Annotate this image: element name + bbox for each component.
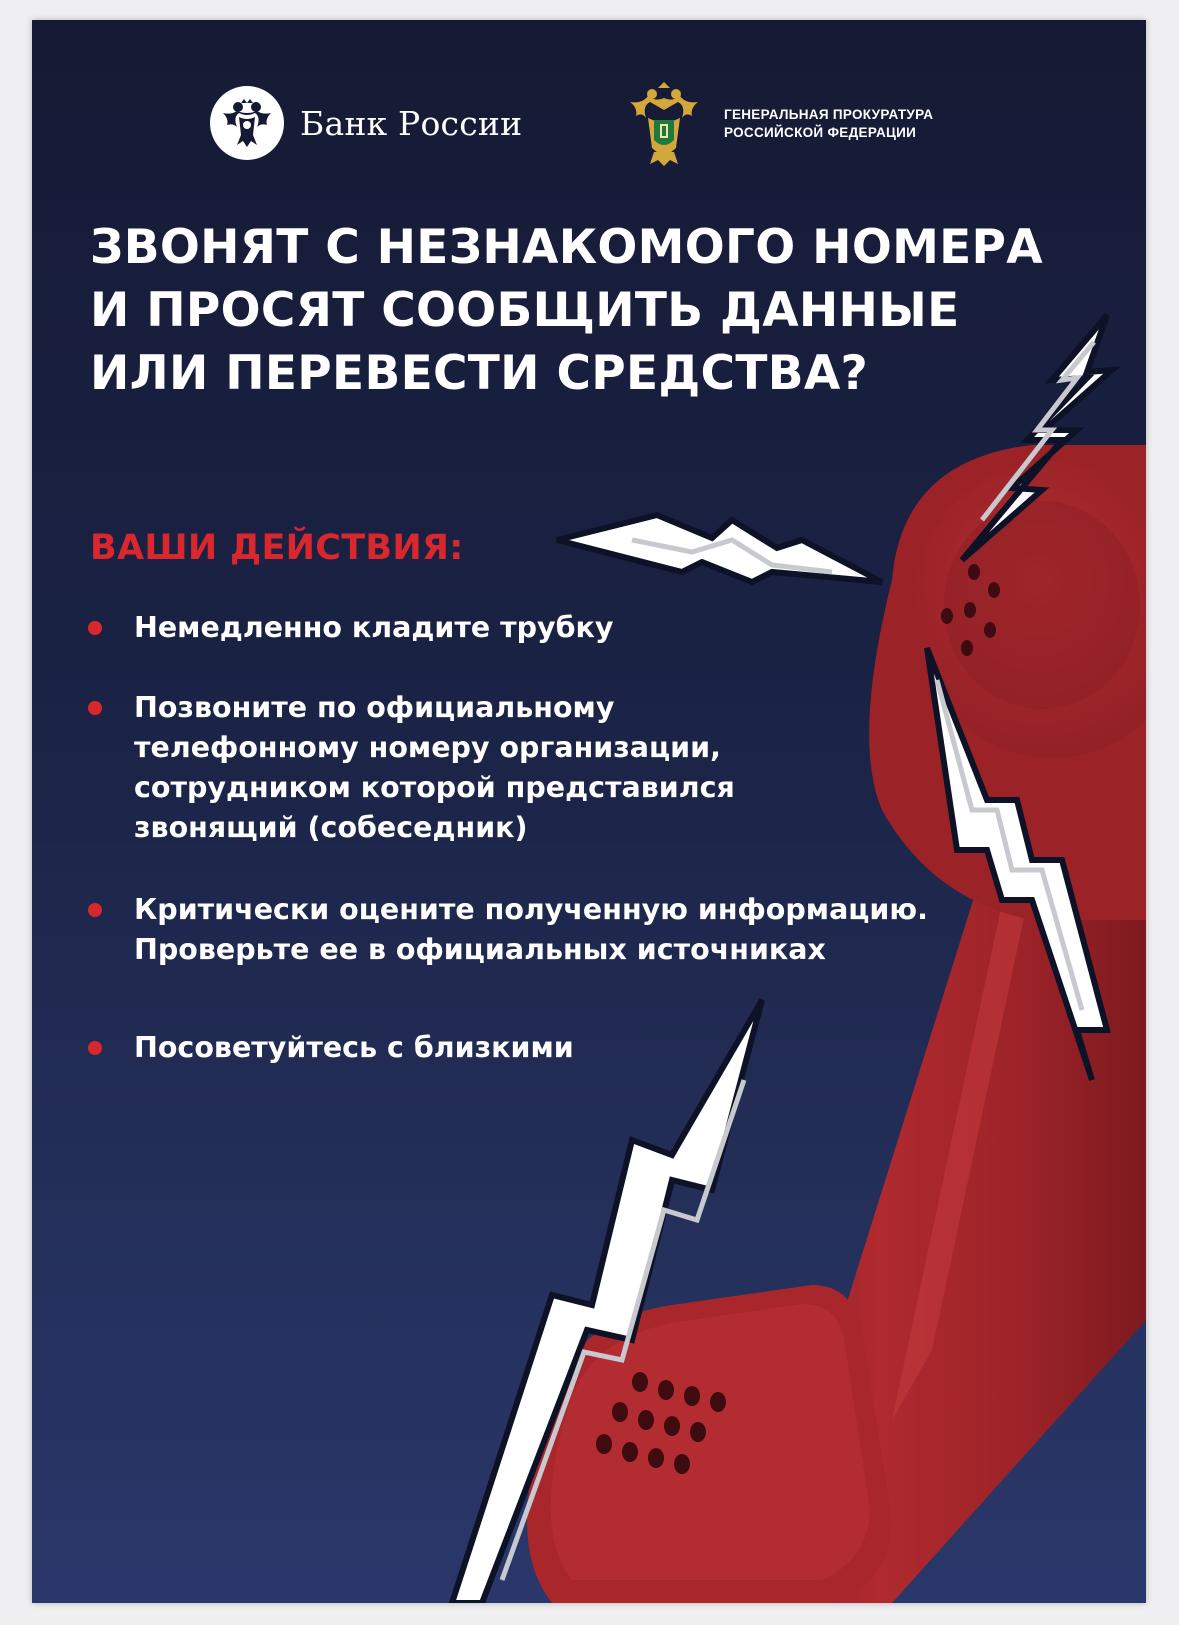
headline-line1: ЗВОНЯТ С НЕЗНАКОМОГО НОМЕРА [90,220,1043,275]
action-text [134,1028,574,1068]
action-text [134,688,735,848]
double-headed-eagle-icon [210,86,284,160]
action-text [134,890,928,970]
headline [90,216,1043,405]
bullet-icon [88,1041,102,1055]
actions-title: ВАШИ ДЕЙСТВИЯ: [90,528,464,568]
prosecutor-name-line1: ГЕНЕРАЛЬНАЯ ПРОКУРАТУРА [724,107,934,122]
prosecutor-emblem-icon [624,82,704,166]
bullet-icon [88,701,102,715]
prosecutor-general-logo [624,82,933,166]
headline-line2: И ПРОСЯТ СООБЩИТЬ ДАННЫЕ [90,283,960,338]
action-line: звонящий (собеседник) [134,811,528,844]
action-line: Немедленно кладите трубку [134,611,614,644]
action-line: Посоветуйтесь с близкими [134,1031,574,1064]
bank-of-russia-logo [210,84,522,162]
action-line: сотрудником которой представился [134,771,735,804]
action-text [134,608,613,648]
prosecutor-name-line2: РОССИЙСКОЙ ФЕДЕРАЦИИ [724,125,917,140]
poster [32,20,1146,1603]
action-line: Проверьте ее в официальных источниках [134,933,826,966]
prosecutor-name [724,106,933,142]
bullet-icon [88,621,102,635]
headline-line3: ИЛИ ПЕРЕВЕСТИ СРЕДСТВА? [90,346,869,401]
bank-name: Банк России [300,103,523,143]
action-line: Позвоните по официальному [134,691,615,724]
bullet-icon [88,903,102,917]
action-line: телефонному номеру организации, [134,731,721,764]
telephone-handset-icon [527,445,1146,1603]
action-line: Критически оцените полученную информацию. [134,893,928,926]
